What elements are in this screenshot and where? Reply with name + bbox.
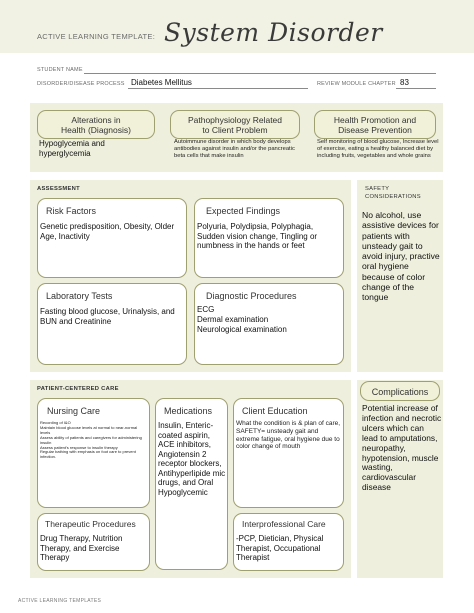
lab-tests-content: Fasting blood glucose, Urinalysis, and BUN and Creatinine bbox=[40, 307, 175, 326]
risk-factors-title: Risk Factors bbox=[46, 206, 97, 216]
complications-tab bbox=[360, 381, 440, 401]
nursing-care-line: Assess ability of patients and caregivers for administering insulin bbox=[40, 434, 142, 445]
nursing-care-title: Nursing Care bbox=[47, 406, 101, 416]
health-promotion-content: Self monitoring of blood glucose, Increase level of exercise, eating a healthy balanced diet by including fruits, vegetables and whole grains bbox=[317, 139, 439, 159]
disorder-value: Diabetes Mellitus bbox=[131, 78, 192, 87]
alterations-content: Hypoglycemia and hyperglycemia bbox=[39, 139, 105, 158]
alterations-tab bbox=[37, 110, 155, 139]
nursing-care-line: Recording of I&O bbox=[40, 420, 71, 425]
nursing-care-line: Regular bathing with emphasis on foot care to prevent infection. bbox=[40, 449, 136, 460]
lab-tests-title: Laboratory Tests bbox=[46, 291, 113, 301]
medications-title: Medications bbox=[164, 406, 213, 416]
template-title: System Disorder bbox=[164, 18, 383, 47]
review-chapter-value: 83 bbox=[400, 78, 409, 87]
footer-text: ACTIVE LEARNING TEMPLATES bbox=[18, 598, 102, 604]
disorder-label: DISORDER/DISEASE PROCESS bbox=[37, 81, 125, 87]
complications-title: Complications bbox=[371, 387, 429, 397]
interprofessional-content: -PCP, Dietician, Physical Therapist, Occupational Therapist bbox=[236, 534, 324, 562]
health-promotion-tab bbox=[314, 110, 436, 139]
template-label: ACTIVE LEARNING TEMPLATE: bbox=[37, 32, 156, 41]
pathophysiology-title-2: to Client Problem bbox=[202, 125, 268, 135]
complications-content: Potential increase of infection and necrotic ulcers which can lead to amputations, neuropathy, hypotension, muscle wasting, cardiovascular disease bbox=[362, 403, 442, 493]
nursing-care-line: Assess patient's response to insulin therapy bbox=[40, 444, 118, 450]
diagnostic-line-2: Dermal examination bbox=[197, 315, 269, 324]
assessment-heading: ASSESSMENT bbox=[37, 186, 80, 192]
student-name-field[interactable] bbox=[84, 73, 436, 74]
student-name-label: STUDENT NAME bbox=[37, 67, 83, 73]
diagnostic-line-3: Neurological examination bbox=[197, 325, 287, 334]
pathophysiology-content: Autoimmune disorder in which body develops antibodies against insulin and/or the pancreatic beta cells that make insulin bbox=[174, 139, 295, 159]
disorder-field[interactable] bbox=[128, 88, 308, 89]
patient-care-heading: PATIENT-CENTERED CARE bbox=[37, 386, 119, 392]
health-promotion-title-1: Health Promotion and bbox=[333, 115, 417, 125]
nursing-care-line: Maintain blood glucose levels at normal to near-normal levels bbox=[40, 424, 138, 435]
review-chapter-field[interactable] bbox=[396, 88, 436, 89]
risk-factors-content: Genetic predisposition, Obesity, Older Age, Inactivity bbox=[40, 222, 175, 241]
safety-content: No alcohol, use assistive devices for patients with unsteady gait to avoid injury, practive oral hygiene because of color change of the tongue bbox=[362, 210, 440, 303]
medications-content: Insulin, Enteric-coated aspirin, ACE inhibitors, Angiotensin 2 receptor blockers, Antihyperlipide mic drugs, and Oral Hypoglycemic bbox=[158, 421, 226, 497]
therapeutic-content: Drug Therapy, Nutrition Therapy, and Exercise Therapy bbox=[40, 534, 123, 562]
review-chapter-label: REVIEW MODULE CHAPTER bbox=[317, 81, 396, 87]
health-promotion-title-2: Disease Prevention bbox=[338, 125, 412, 135]
pathophysiology-tab bbox=[170, 110, 300, 139]
alterations-title-1: Alterations in bbox=[71, 115, 121, 125]
diagnostic-line-1: ECG bbox=[197, 305, 215, 314]
safety-heading-2: CONSIDERATIONS bbox=[365, 194, 421, 200]
client-education-content: What the condition is & plan of care, SAFETY= unsteady gait and extreme fatigue, oral hygiene due to color change of mouth bbox=[236, 420, 341, 451]
safety-heading-1: SAFETY bbox=[365, 186, 390, 192]
client-education-title: Client Education bbox=[242, 406, 308, 416]
expected-findings-title: Expected Findings bbox=[206, 206, 281, 216]
expected-findings-content: Polyuria, Polydipsia, Polyphagia, Sudden vision change, Tingling or numbness in the hands or feet bbox=[197, 222, 318, 250]
interprofessional-title: Interprofessional Care bbox=[242, 519, 326, 529]
diagnostic-title: Diagnostic Procedures bbox=[206, 291, 297, 301]
therapeutic-title: Therapeutic Procedures bbox=[45, 519, 136, 529]
alterations-title-2: Health (Diagnosis) bbox=[61, 125, 131, 135]
nursing-care-content bbox=[40, 421, 148, 460]
pathophysiology-title-1: Pathophysiology Related bbox=[187, 115, 283, 125]
